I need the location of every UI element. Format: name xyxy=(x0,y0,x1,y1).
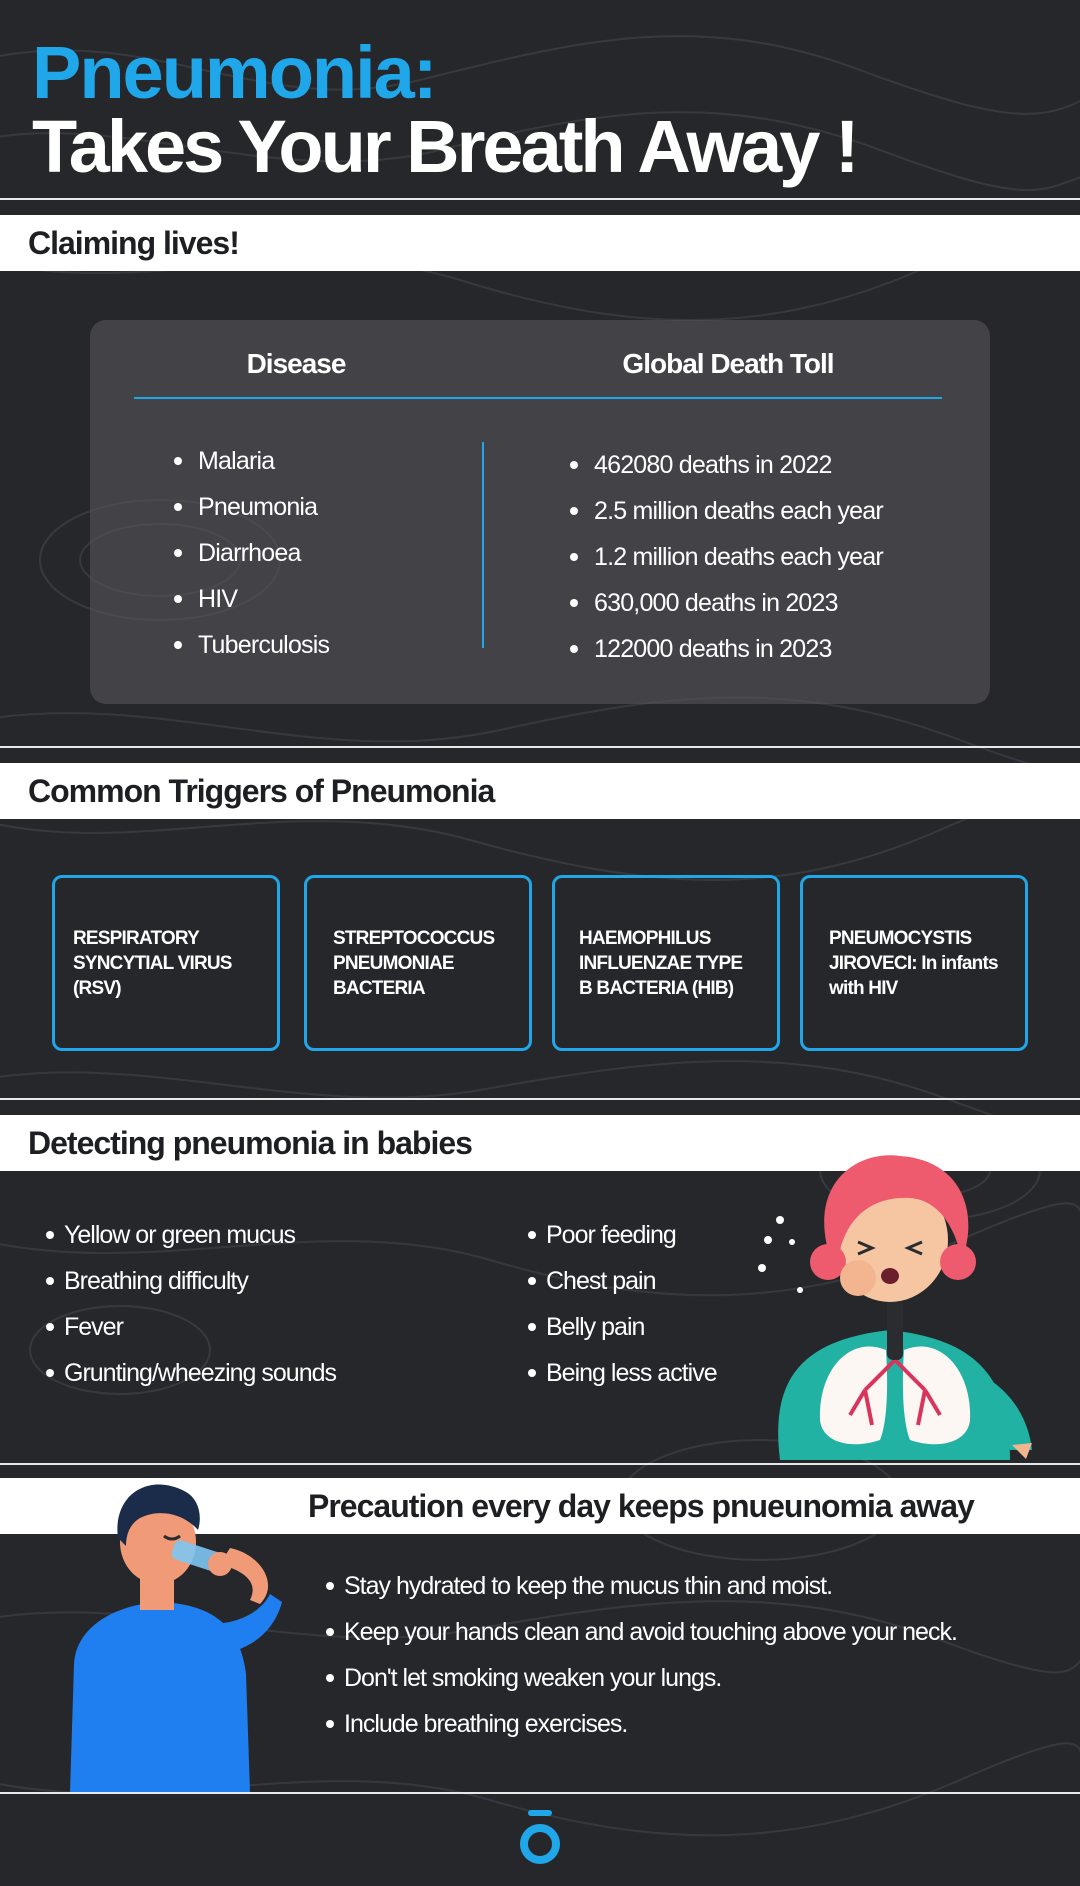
trigger-label: STREPTOCOCCUS PNEUMONIAE BACTERIA xyxy=(333,927,495,999)
list-item: Chest pain xyxy=(528,1258,717,1304)
divider xyxy=(0,1098,1080,1100)
list-item: Diarrhoea xyxy=(172,530,329,576)
table-column-divider xyxy=(482,442,484,648)
column-header-disease: Disease xyxy=(246,348,346,379)
section-heading-triggers: Common Triggers of Pneumonia xyxy=(0,763,1080,819)
section-heading-precaution: Precaution every day keeps pnueunomia away xyxy=(0,1478,1080,1534)
table-header-divider xyxy=(134,397,942,399)
list-item: Stay hydrated to keep the mucus thin and moist. xyxy=(326,1563,957,1609)
trigger-label: HAEMOPHILUS INFLUENZAE TYPE B BACTERIA (HIB) xyxy=(579,927,743,999)
list-item: Grunting/wheezing sounds xyxy=(46,1350,336,1396)
list-item: Poor feeding xyxy=(528,1212,717,1258)
section-heading-claiming: Claiming lives! xyxy=(0,215,1080,271)
list-item: Belly pain xyxy=(528,1304,717,1350)
brand-logo-icon xyxy=(518,1810,562,1866)
page-title-highlight: Pneumonia: xyxy=(32,31,436,114)
precaution-list xyxy=(326,1563,957,1747)
trigger-card-rsv xyxy=(52,875,280,1051)
list-item: Keep your hands clean and avoid touching above your neck. xyxy=(326,1609,957,1655)
list-item: Being less active xyxy=(528,1350,717,1396)
trigger-label: PNEUMOCYSTIS JIROVECI: In infants with HIV xyxy=(829,927,998,999)
divider xyxy=(0,1792,1080,1794)
list-item: Malaria xyxy=(172,438,329,484)
list-item: 630,000 deaths in 2023 xyxy=(568,580,883,626)
disease-list xyxy=(172,438,329,668)
list-item: Don't let smoking weaken your lungs. xyxy=(326,1655,957,1701)
divider xyxy=(0,198,1080,200)
list-item: Yellow or green mucus xyxy=(46,1212,336,1258)
symptom-list-left xyxy=(46,1212,336,1396)
man-drinking-water-illustration xyxy=(60,1474,290,1792)
page-title: Takes Your Breath Away ! xyxy=(32,105,857,188)
list-item: HIV xyxy=(172,576,329,622)
list-item: Tuberculosis xyxy=(172,622,329,668)
trigger-card-haemophilus xyxy=(552,875,780,1051)
list-item: 2.5 million deaths each year xyxy=(568,488,883,534)
list-item: Fever xyxy=(46,1304,336,1350)
list-item: 462080 deaths in 2022 xyxy=(568,442,883,488)
list-item: Breathing difficulty xyxy=(46,1258,336,1304)
list-item: 1.2 million deaths each year xyxy=(568,534,883,580)
symptom-list-right xyxy=(528,1212,717,1396)
section-heading-detecting: Detecting pneumonia in babies xyxy=(0,1115,1080,1171)
trigger-card-streptococcus xyxy=(304,875,532,1051)
list-item: Include breathing exercises. xyxy=(326,1701,957,1747)
trigger-label: RESPIRATORY SYNCYTIAL VIRUS (RSV) xyxy=(73,927,232,999)
trigger-card-pneumocystis xyxy=(800,875,1028,1051)
list-item: Pneumonia xyxy=(172,484,329,530)
divider xyxy=(0,1463,1080,1465)
list-item: 122000 deaths in 2023 xyxy=(568,626,883,672)
divider xyxy=(0,746,1080,748)
column-header-death-toll: Global Death Toll xyxy=(622,348,834,379)
death-toll-list xyxy=(568,442,883,672)
coughing-child-illustration xyxy=(740,1150,1040,1460)
